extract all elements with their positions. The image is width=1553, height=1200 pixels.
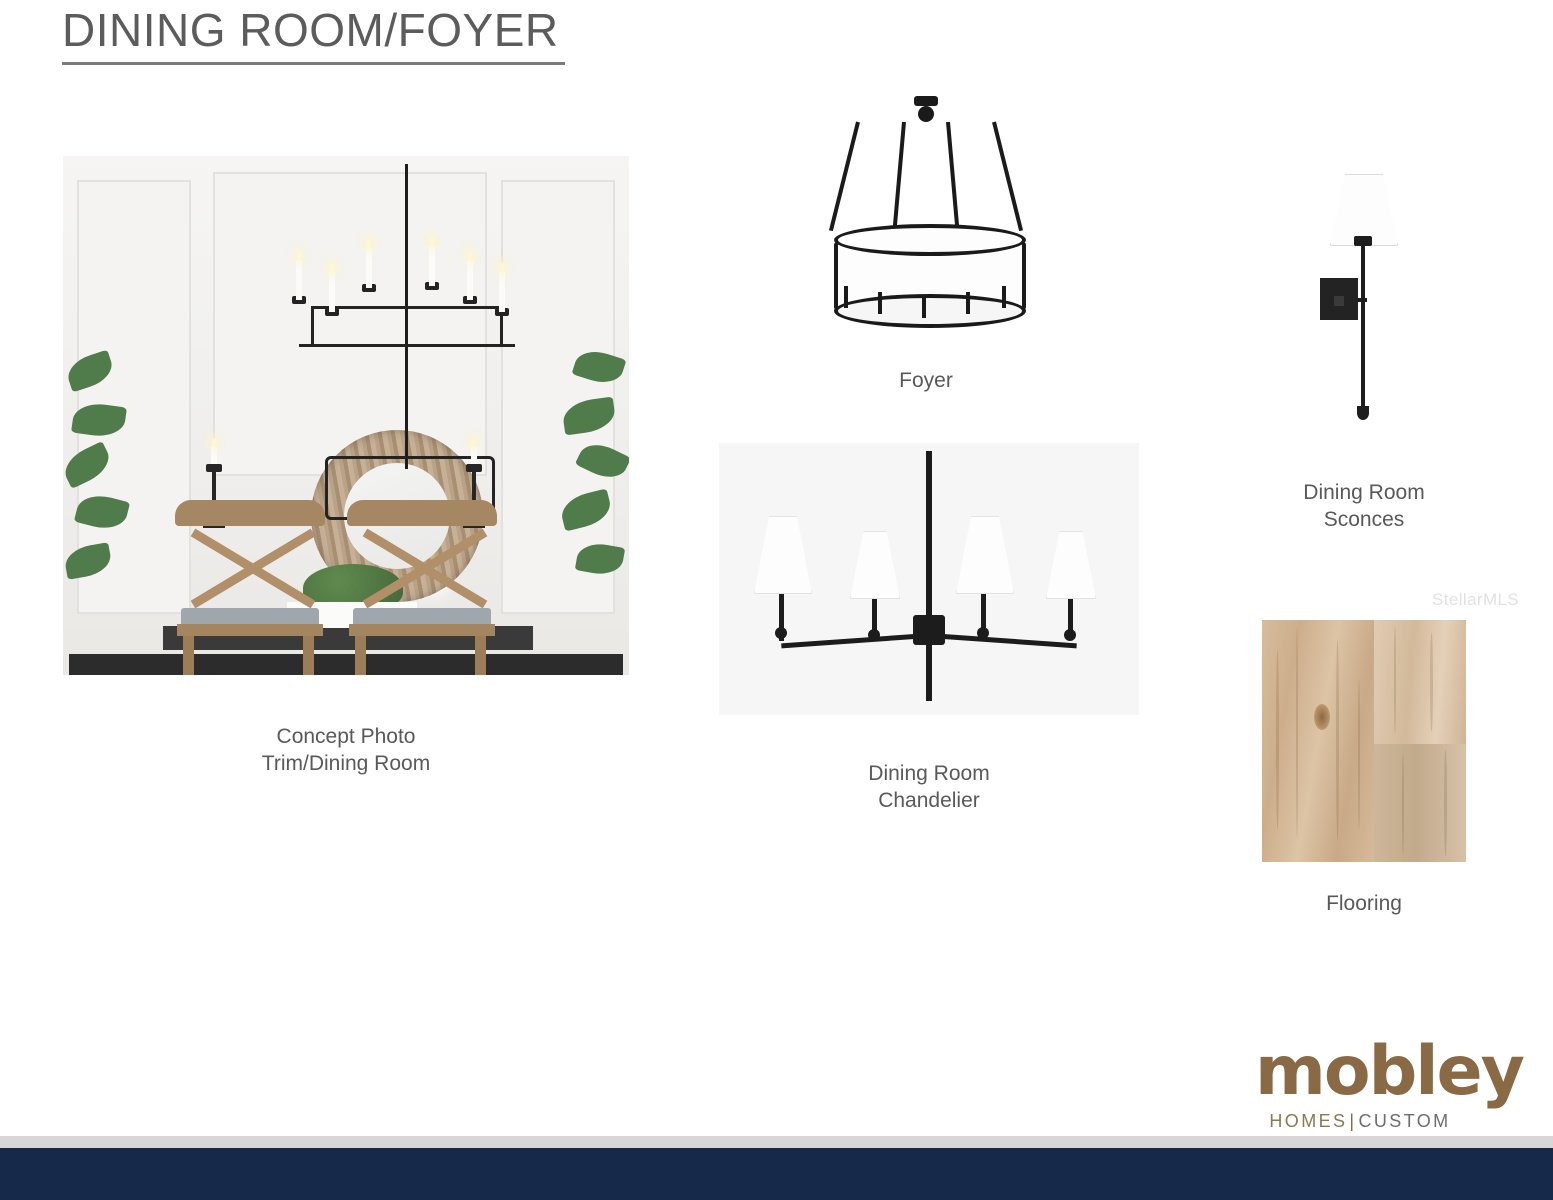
dining-sconces-caption-line2: Sconces: [1323, 507, 1405, 531]
sconce-downrod: [1361, 278, 1365, 408]
sconce-backplate-detail: [1334, 296, 1344, 306]
chair-back: [175, 500, 325, 526]
dining-chandelier-caption-line1: Dining Room: [868, 762, 990, 785]
dining-chair-right: [347, 500, 497, 670]
photo-chandelier-spine: [405, 299, 408, 469]
chair-back: [347, 500, 497, 526]
leaf: [63, 350, 116, 393]
photo-chandelier-arm-mid: [299, 344, 515, 347]
dining-chandelier-caption: [719, 761, 1139, 815]
footer-gray-bar: [0, 1136, 1553, 1148]
candle-2: [329, 272, 335, 312]
leaf: [71, 401, 127, 440]
wood-grain: [1402, 754, 1404, 854]
chandelier-knob-4: [1064, 629, 1076, 641]
mobley-logo: [1255, 1032, 1524, 1132]
chair-x-brace: [361, 526, 485, 608]
plant-left: [63, 346, 133, 636]
leaf: [558, 488, 614, 531]
candle-6: [499, 272, 505, 312]
logo-tagline: [1255, 1111, 1465, 1132]
chair-x-brace: [189, 526, 313, 608]
chandelier-knob-1: [775, 627, 787, 639]
dining-chandelier-image: [719, 443, 1139, 715]
chair-seat-frame: [349, 624, 495, 636]
chandelier-arm-left: [781, 633, 929, 648]
chair-leg: [303, 636, 314, 675]
pendant-cage-bar: [878, 292, 882, 314]
sconce-flame-left: [211, 446, 217, 466]
page-title: DINING ROOM/FOYER: [62, 6, 565, 65]
chandelier-rod: [926, 451, 932, 701]
chandelier-knob-2: [868, 629, 880, 641]
chair-leg: [355, 636, 366, 675]
flooring-plank-top-right: [1374, 620, 1466, 744]
pendant-stem-left: [829, 122, 860, 232]
photo-chandelier-arm-top: [311, 306, 503, 309]
stellar-mls-watermark: StellarMLS: [1432, 590, 1520, 609]
flooring-plank-bottom-right: [1374, 744, 1466, 862]
wood-knot: [1314, 704, 1330, 730]
logo-divider: |: [1349, 1110, 1357, 1131]
photo-chandelier-drop-left: [311, 306, 314, 346]
foyer-light-image: [798, 88, 1054, 336]
sconce-candle-stem: [1361, 242, 1365, 280]
wood-grain: [1444, 750, 1447, 856]
logo-homes-text: HOMES: [1269, 1110, 1348, 1131]
pendant-drum-bottom-ring: [834, 294, 1026, 328]
chandelier-shade-3: [956, 516, 1014, 594]
wood-grain: [1276, 650, 1279, 830]
wood-grain: [1336, 640, 1339, 840]
concept-photo-caption-line2: Trim/Dining Room: [261, 751, 431, 775]
sconce-flame-right: [471, 446, 477, 466]
plant-right: [559, 346, 629, 636]
dining-sconce-image: [1262, 150, 1466, 450]
sconce-finial: [1357, 406, 1369, 420]
pendant-ball: [918, 106, 934, 122]
flooring-image: [1262, 620, 1466, 862]
wood-grain: [1430, 632, 1433, 732]
pendant-cage-bar: [966, 292, 970, 314]
chandelier-shade-4: [1046, 531, 1096, 599]
wood-grain: [1296, 628, 1298, 838]
chair-leg: [475, 636, 486, 675]
flooring-caption: [1240, 891, 1488, 918]
pendant-cage-bar: [1002, 286, 1006, 308]
concept-photo-image: [63, 156, 629, 675]
chandelier-shade-1: [754, 516, 812, 594]
dining-sconces-caption: [1240, 480, 1488, 534]
pendant-cage-bar: [922, 296, 926, 318]
flooring-caption-line1: Flooring: [1326, 892, 1402, 915]
foyer-caption: [798, 368, 1054, 395]
candle-5: [467, 260, 473, 300]
dining-sconces-caption-line1: Dining Room: [1303, 481, 1425, 504]
wood-grain: [1394, 626, 1396, 734]
chair-seat-frame: [177, 624, 323, 636]
leaf: [63, 542, 113, 580]
dining-chandelier-caption-line2: Chandelier: [878, 788, 980, 812]
photo-chandelier-rod: [405, 164, 408, 299]
logo-wordmark: mobley: [1255, 1032, 1524, 1111]
wood-grain: [1358, 680, 1360, 830]
pendant-drum-top-ring: [834, 224, 1026, 256]
leaf: [74, 490, 130, 533]
foyer-caption-line1: Foyer: [899, 369, 953, 392]
footer-navy-bar: [0, 1148, 1553, 1200]
pendant-canopy: [914, 96, 938, 106]
pendant-stem-center-right: [946, 122, 960, 234]
concept-photo-caption-line1: Concept Photo: [276, 725, 416, 748]
candle-1: [296, 260, 302, 300]
chandelier-knob-3: [977, 627, 989, 639]
pendant-stem-right: [992, 122, 1023, 232]
pendant-stem-center-left: [892, 122, 906, 234]
dining-table: [69, 654, 623, 675]
chair-leg: [183, 636, 194, 675]
candle-3: [366, 248, 372, 288]
leaf: [572, 345, 627, 388]
chandelier-hub: [913, 615, 945, 645]
leaf: [63, 441, 115, 489]
chandelier-arm-right: [929, 633, 1077, 648]
chandelier-shade-2: [850, 531, 900, 599]
dining-chair-left: [175, 500, 325, 670]
leaf: [575, 540, 626, 578]
concept-photo-caption: [63, 724, 629, 778]
wall-panel-center: [213, 172, 487, 476]
leaf: [575, 437, 629, 485]
candle-4: [429, 246, 435, 286]
pendant-cage-bar: [844, 286, 848, 308]
logo-custom-text: CUSTOM: [1358, 1110, 1451, 1131]
leaf: [561, 397, 617, 436]
